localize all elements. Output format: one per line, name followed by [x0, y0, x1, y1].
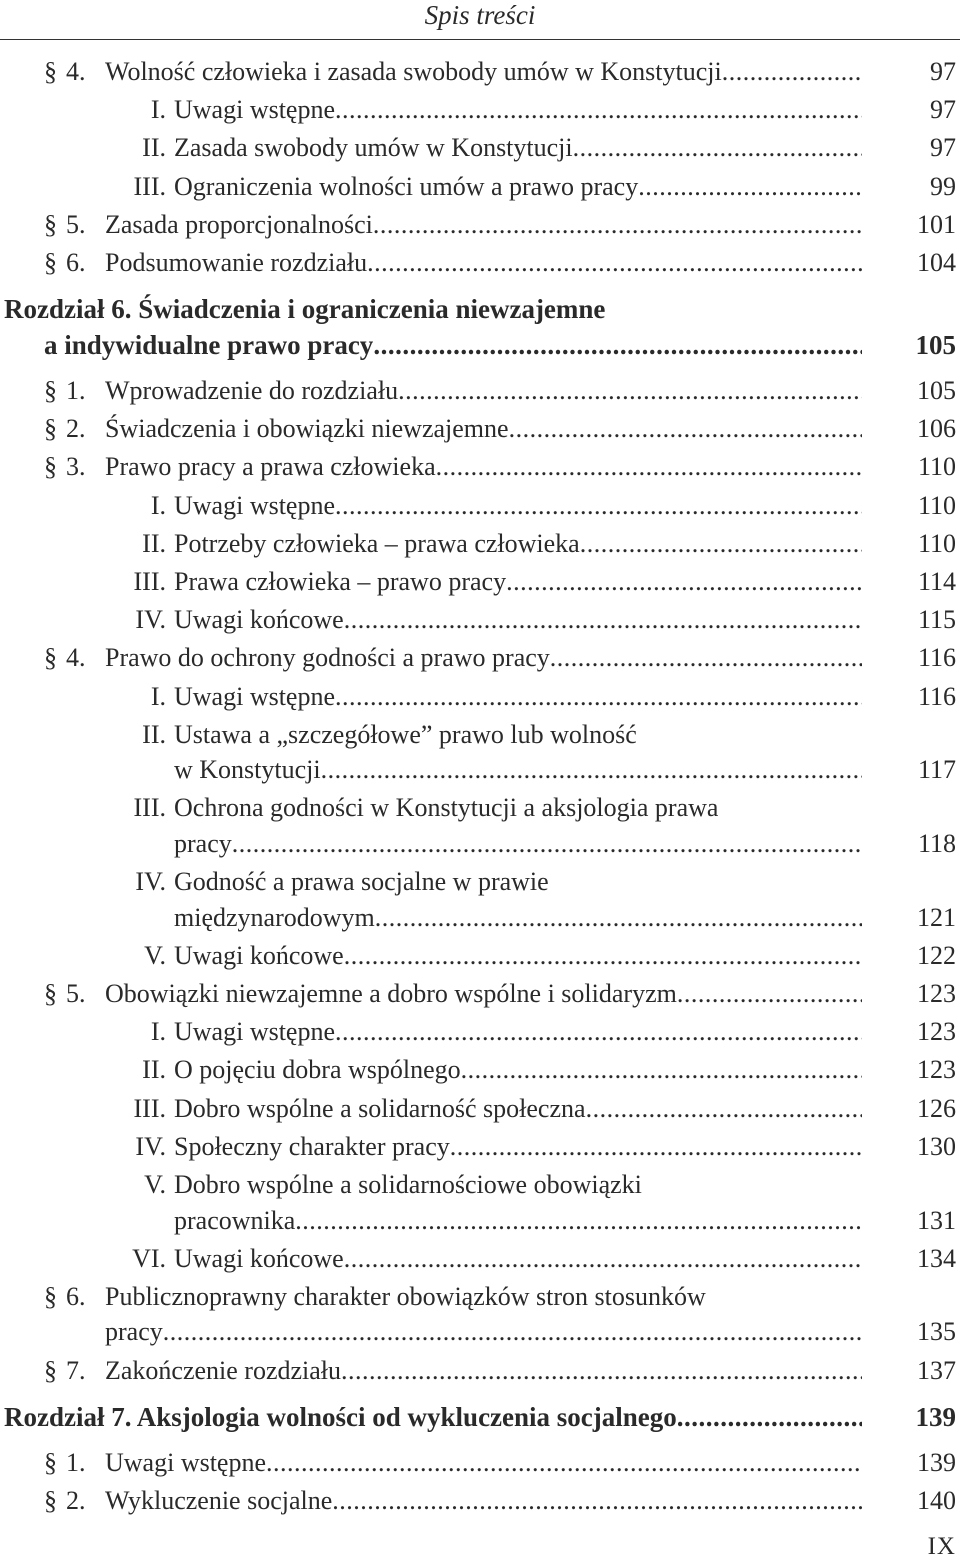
page-reference: 99 [930, 171, 956, 201]
entry-title-text: pracownika [174, 1205, 296, 1235]
page-reference: 140 [917, 1486, 956, 1516]
dot-leader [398, 373, 862, 409]
entry-number: III. [133, 793, 166, 823]
entry-title [105, 54, 862, 90]
entry-title-text: Uwagi wstępne [174, 490, 336, 520]
toc-line [0, 92, 960, 128]
page-reference: 110 [917, 528, 956, 558]
dot-leader [638, 169, 862, 205]
entry-title-part [174, 790, 718, 826]
toc-line [0, 564, 960, 600]
entry-title-text: Zasada swobody umów w Konstytucji [174, 133, 573, 163]
entry-number: V. [144, 940, 166, 970]
dot-leader [436, 449, 862, 485]
section-sign-icon: § [44, 414, 57, 444]
entry-title-text: Wolność człowieka i zasada swobody umów w Konstytucji [105, 57, 722, 86]
toc-line [0, 976, 960, 1012]
entry-title-part [174, 717, 637, 753]
entry-title-text: pracy [105, 1317, 163, 1347]
toc-line [0, 640, 960, 676]
section-sign-icon: § [44, 979, 57, 1008]
entry-number: I. [150, 1017, 166, 1047]
entry-number: 5. [66, 979, 86, 1008]
section-sign-icon: § [44, 209, 57, 239]
entry-title [4, 1399, 862, 1435]
entry-title [174, 169, 862, 205]
entry-title [174, 752, 862, 788]
page-reference: 106 [917, 414, 956, 444]
page-number: IX [927, 1533, 956, 1560]
dot-leader [344, 1241, 862, 1277]
page-reference: 121 [917, 902, 956, 932]
entry-number: 6. [66, 248, 86, 277]
page-reference: 101 [917, 209, 956, 239]
toc-line [0, 864, 960, 900]
toc-line [0, 449, 960, 485]
entry-title-text: Publicznoprawny charakter obowiązków stron stosunków [105, 1281, 706, 1311]
toc-line [0, 1445, 960, 1481]
section-sign-icon: § [44, 643, 57, 673]
dot-leader [335, 1014, 862, 1050]
dot-leader [461, 1052, 862, 1088]
dot-leader [266, 1445, 862, 1481]
page-reference: 110 [917, 452, 956, 482]
entry-title [105, 449, 862, 485]
dot-leader [163, 1314, 862, 1350]
entry-number: I. [150, 681, 166, 711]
page-reference: 97 [930, 57, 956, 86]
section-sign-icon: § [44, 375, 57, 405]
dot-leader [344, 602, 862, 638]
entry-number: 2. [66, 1486, 86, 1516]
page-reference: 105 [915, 329, 956, 360]
entry-title [174, 92, 862, 128]
entry-title-text: Uwagi wstępne [174, 681, 336, 711]
page-reference: 131 [917, 1205, 956, 1235]
entry-number: I. [150, 95, 166, 125]
page-reference: 115 [917, 605, 956, 635]
entry-number: IV. [135, 1131, 166, 1161]
entry-title [174, 1052, 862, 1088]
entry-title [174, 1014, 862, 1050]
page-reference: 97 [930, 95, 956, 125]
entry-title-text: Społeczny charakter pracy [174, 1131, 450, 1161]
entry-title [174, 488, 862, 524]
dot-leader [341, 1353, 862, 1389]
entry-title-text: Uwagi końcowe [174, 1243, 344, 1273]
entry-title [174, 1091, 862, 1127]
entry-number: 1. [66, 1448, 86, 1477]
entry-title-text: Rozdział 7. Aksjologia wolności od wykluczenia socjalnego [4, 1401, 677, 1432]
toc-line [0, 526, 960, 562]
entry-title [105, 1483, 862, 1519]
entry-number: II. [142, 133, 166, 163]
entry-title-text: Uwagi wstępne [174, 1017, 336, 1047]
page-reference: 123 [917, 979, 956, 1008]
toc-line [0, 373, 960, 409]
toc-line [0, 1241, 960, 1277]
entry-number: 4. [66, 57, 86, 86]
entry-title-text: Uwagi końcowe [174, 940, 344, 970]
toc-line [0, 327, 960, 363]
dot-leader [335, 488, 862, 524]
dot-leader [550, 640, 862, 676]
toc-line [0, 291, 960, 327]
dot-leader [373, 327, 862, 363]
page-reference: 116 [917, 643, 956, 673]
toc-line [0, 245, 960, 281]
page-reference: 134 [917, 1243, 956, 1273]
dot-leader [677, 976, 862, 1012]
toc-line [0, 207, 960, 243]
entry-title [105, 411, 862, 447]
dot-leader [450, 1129, 862, 1165]
entry-number: 6. [66, 1281, 86, 1311]
toc-line [0, 602, 960, 638]
page-reference: 122 [917, 940, 956, 970]
page-reference: 139 [917, 1448, 956, 1477]
section-sign-icon: § [44, 1281, 57, 1311]
toc-line [0, 790, 960, 826]
entry-title-text: Uwagi końcowe [174, 605, 344, 635]
entry-number: 5. [66, 209, 86, 239]
entry-title [105, 976, 862, 1012]
entry-title-text: Zakończenie rozdziału [105, 1355, 342, 1385]
entry-title-text: Godność a prawa socjalne w prawie [174, 867, 549, 897]
entry-title-text: Zasada proporcjonalności [105, 209, 373, 239]
entry-title [44, 327, 862, 363]
dot-leader [321, 752, 862, 788]
entry-title [174, 526, 862, 562]
entry-title-text: O pojęciu dobra wspólnego [174, 1055, 461, 1085]
entry-number: 7. [66, 1355, 86, 1385]
toc-line [0, 1314, 960, 1350]
dot-leader [335, 679, 862, 715]
toc-line [0, 900, 960, 936]
entry-title [105, 1445, 862, 1481]
entry-title [105, 207, 862, 243]
dot-leader [509, 411, 862, 447]
dot-leader [335, 92, 862, 128]
page-reference: 130 [917, 1131, 956, 1161]
entry-title-text: Ograniczenia wolności umów a prawo pracy [174, 171, 639, 201]
entry-number: III. [133, 566, 166, 596]
dot-leader [232, 826, 862, 862]
entry-number: III. [133, 171, 166, 201]
toc-line [0, 1129, 960, 1165]
section-sign-icon: § [44, 57, 57, 86]
page-reference: 117 [917, 755, 956, 785]
entry-title [105, 373, 862, 409]
entry-title-text: Uwagi wstępne [174, 95, 336, 125]
section-sign-icon: § [44, 1486, 57, 1516]
toc-line [0, 488, 960, 524]
entry-number: 4. [66, 643, 86, 673]
section-sign-icon: § [44, 248, 57, 277]
entry-number: II. [142, 719, 166, 749]
entry-title [174, 130, 862, 166]
entry-number: IV. [135, 867, 166, 897]
entry-number: II. [142, 1055, 166, 1085]
entry-number: III. [133, 1093, 166, 1123]
entry-title-part [174, 1167, 642, 1203]
entry-title-text: Świadczenia i obowiązki niewzajemne [105, 414, 509, 444]
entry-title-text: Potrzeby człowieka – prawa człowieka [174, 528, 580, 558]
entry-title-text: pracy [174, 828, 232, 858]
toc-line [0, 1014, 960, 1050]
entry-title-text: a indywidualne prawo pracy [44, 329, 374, 360]
entry-title [174, 900, 862, 936]
entry-number: 2. [66, 414, 86, 444]
entry-title [174, 679, 862, 715]
entry-title-part [174, 864, 549, 900]
toc-line [0, 1052, 960, 1088]
page-reference: 97 [930, 133, 956, 163]
toc-line [0, 1091, 960, 1127]
entry-title [105, 1314, 862, 1350]
dot-leader [375, 900, 862, 936]
entry-title-text: Ochrona godności w Konstytucji a aksjologia prawa [174, 793, 719, 823]
toc-line [0, 717, 960, 753]
page-reference: 123 [917, 1055, 956, 1085]
entry-title-text: Ustawa a „szczegółowe” prawo lub wolność [174, 719, 637, 749]
toc-line [0, 752, 960, 788]
section-sign-icon: § [44, 1448, 57, 1477]
toc-line [0, 938, 960, 974]
toc-line [0, 1167, 960, 1203]
dot-leader [722, 54, 862, 90]
toc-line [0, 1399, 960, 1435]
dot-leader [677, 1399, 862, 1435]
toc-line [0, 54, 960, 90]
toc-line [0, 169, 960, 205]
dot-leader [332, 1483, 862, 1519]
entry-title-text: Prawo pracy a prawa człowieka [105, 452, 436, 482]
entry-title [174, 826, 862, 862]
entry-title-text: Obowiązki niewzajemne a dobro wspólne i solidaryzm [105, 979, 677, 1008]
header-rule [0, 39, 960, 40]
entry-title-text: Podsumowanie rozdziału [105, 248, 368, 277]
page-reference: 104 [917, 248, 956, 277]
dot-leader [373, 207, 862, 243]
entry-title-text: Prawo do ochrony godności a prawo pracy [105, 643, 550, 673]
toc-line [0, 679, 960, 715]
entry-number: I. [150, 490, 166, 520]
entry-title [105, 640, 862, 676]
entry-number: 3. [66, 452, 86, 482]
entry-title-text: w Konstytucji [174, 755, 321, 785]
entry-title [174, 602, 862, 638]
entry-title-part [4, 291, 605, 327]
page-reference: 139 [915, 1401, 956, 1432]
entry-number: 1. [66, 375, 86, 405]
entry-title-text: Prawa człowieka – prawo pracy [174, 566, 507, 596]
dot-leader [586, 1091, 862, 1127]
entry-title-text: międzynarodowym [174, 902, 375, 932]
dot-leader [295, 1203, 862, 1239]
entry-title-text: Rozdział 6. Świadczenia i ograniczenia niewzajemne [4, 294, 606, 325]
page-reference: 137 [917, 1355, 956, 1385]
toc-line [0, 1279, 960, 1315]
dot-leader [367, 245, 862, 281]
page-reference: 105 [917, 375, 956, 405]
entry-title [174, 564, 862, 600]
page-reference: 126 [917, 1093, 956, 1123]
running-header: Spis treści [424, 0, 536, 30]
section-sign-icon: § [44, 1355, 57, 1385]
entry-title [174, 1241, 862, 1277]
page-reference: 123 [917, 1017, 956, 1047]
entry-title-text: Dobro wspólne a solidarność społeczna [174, 1093, 586, 1123]
entry-title [174, 1203, 862, 1239]
entry-title-text: Wykluczenie socjalne [105, 1486, 333, 1516]
page-reference: 118 [917, 828, 956, 858]
entry-title [174, 1129, 862, 1165]
toc-line [0, 826, 960, 862]
page-reference: 116 [917, 681, 956, 711]
page-reference: 114 [917, 566, 956, 596]
dot-leader [573, 130, 862, 166]
entry-title-text: Uwagi wstępne [105, 1448, 267, 1477]
entry-title-text: Dobro wspólne a solidarnościowe obowiązki [174, 1170, 642, 1199]
entry-title-text: Wprowadzenie do rozdziału [105, 375, 399, 405]
toc-line [0, 411, 960, 447]
dot-leader [506, 564, 862, 600]
toc-line [0, 1483, 960, 1519]
section-sign-icon: § [44, 452, 57, 482]
toc-line [0, 130, 960, 166]
dot-leader [580, 526, 862, 562]
entry-title [174, 938, 862, 974]
entry-number: VI. [132, 1243, 166, 1273]
entry-title [105, 1353, 862, 1389]
entry-title [105, 245, 862, 281]
page-reference: 135 [917, 1317, 956, 1347]
toc-line [0, 1353, 960, 1389]
dot-leader [344, 938, 862, 974]
page-reference: 110 [917, 490, 956, 520]
entry-number: IV. [135, 605, 166, 635]
entry-number: V. [144, 1170, 166, 1199]
toc-line [0, 1203, 960, 1239]
entry-number: II. [142, 528, 166, 558]
entry-title-part [105, 1279, 706, 1315]
